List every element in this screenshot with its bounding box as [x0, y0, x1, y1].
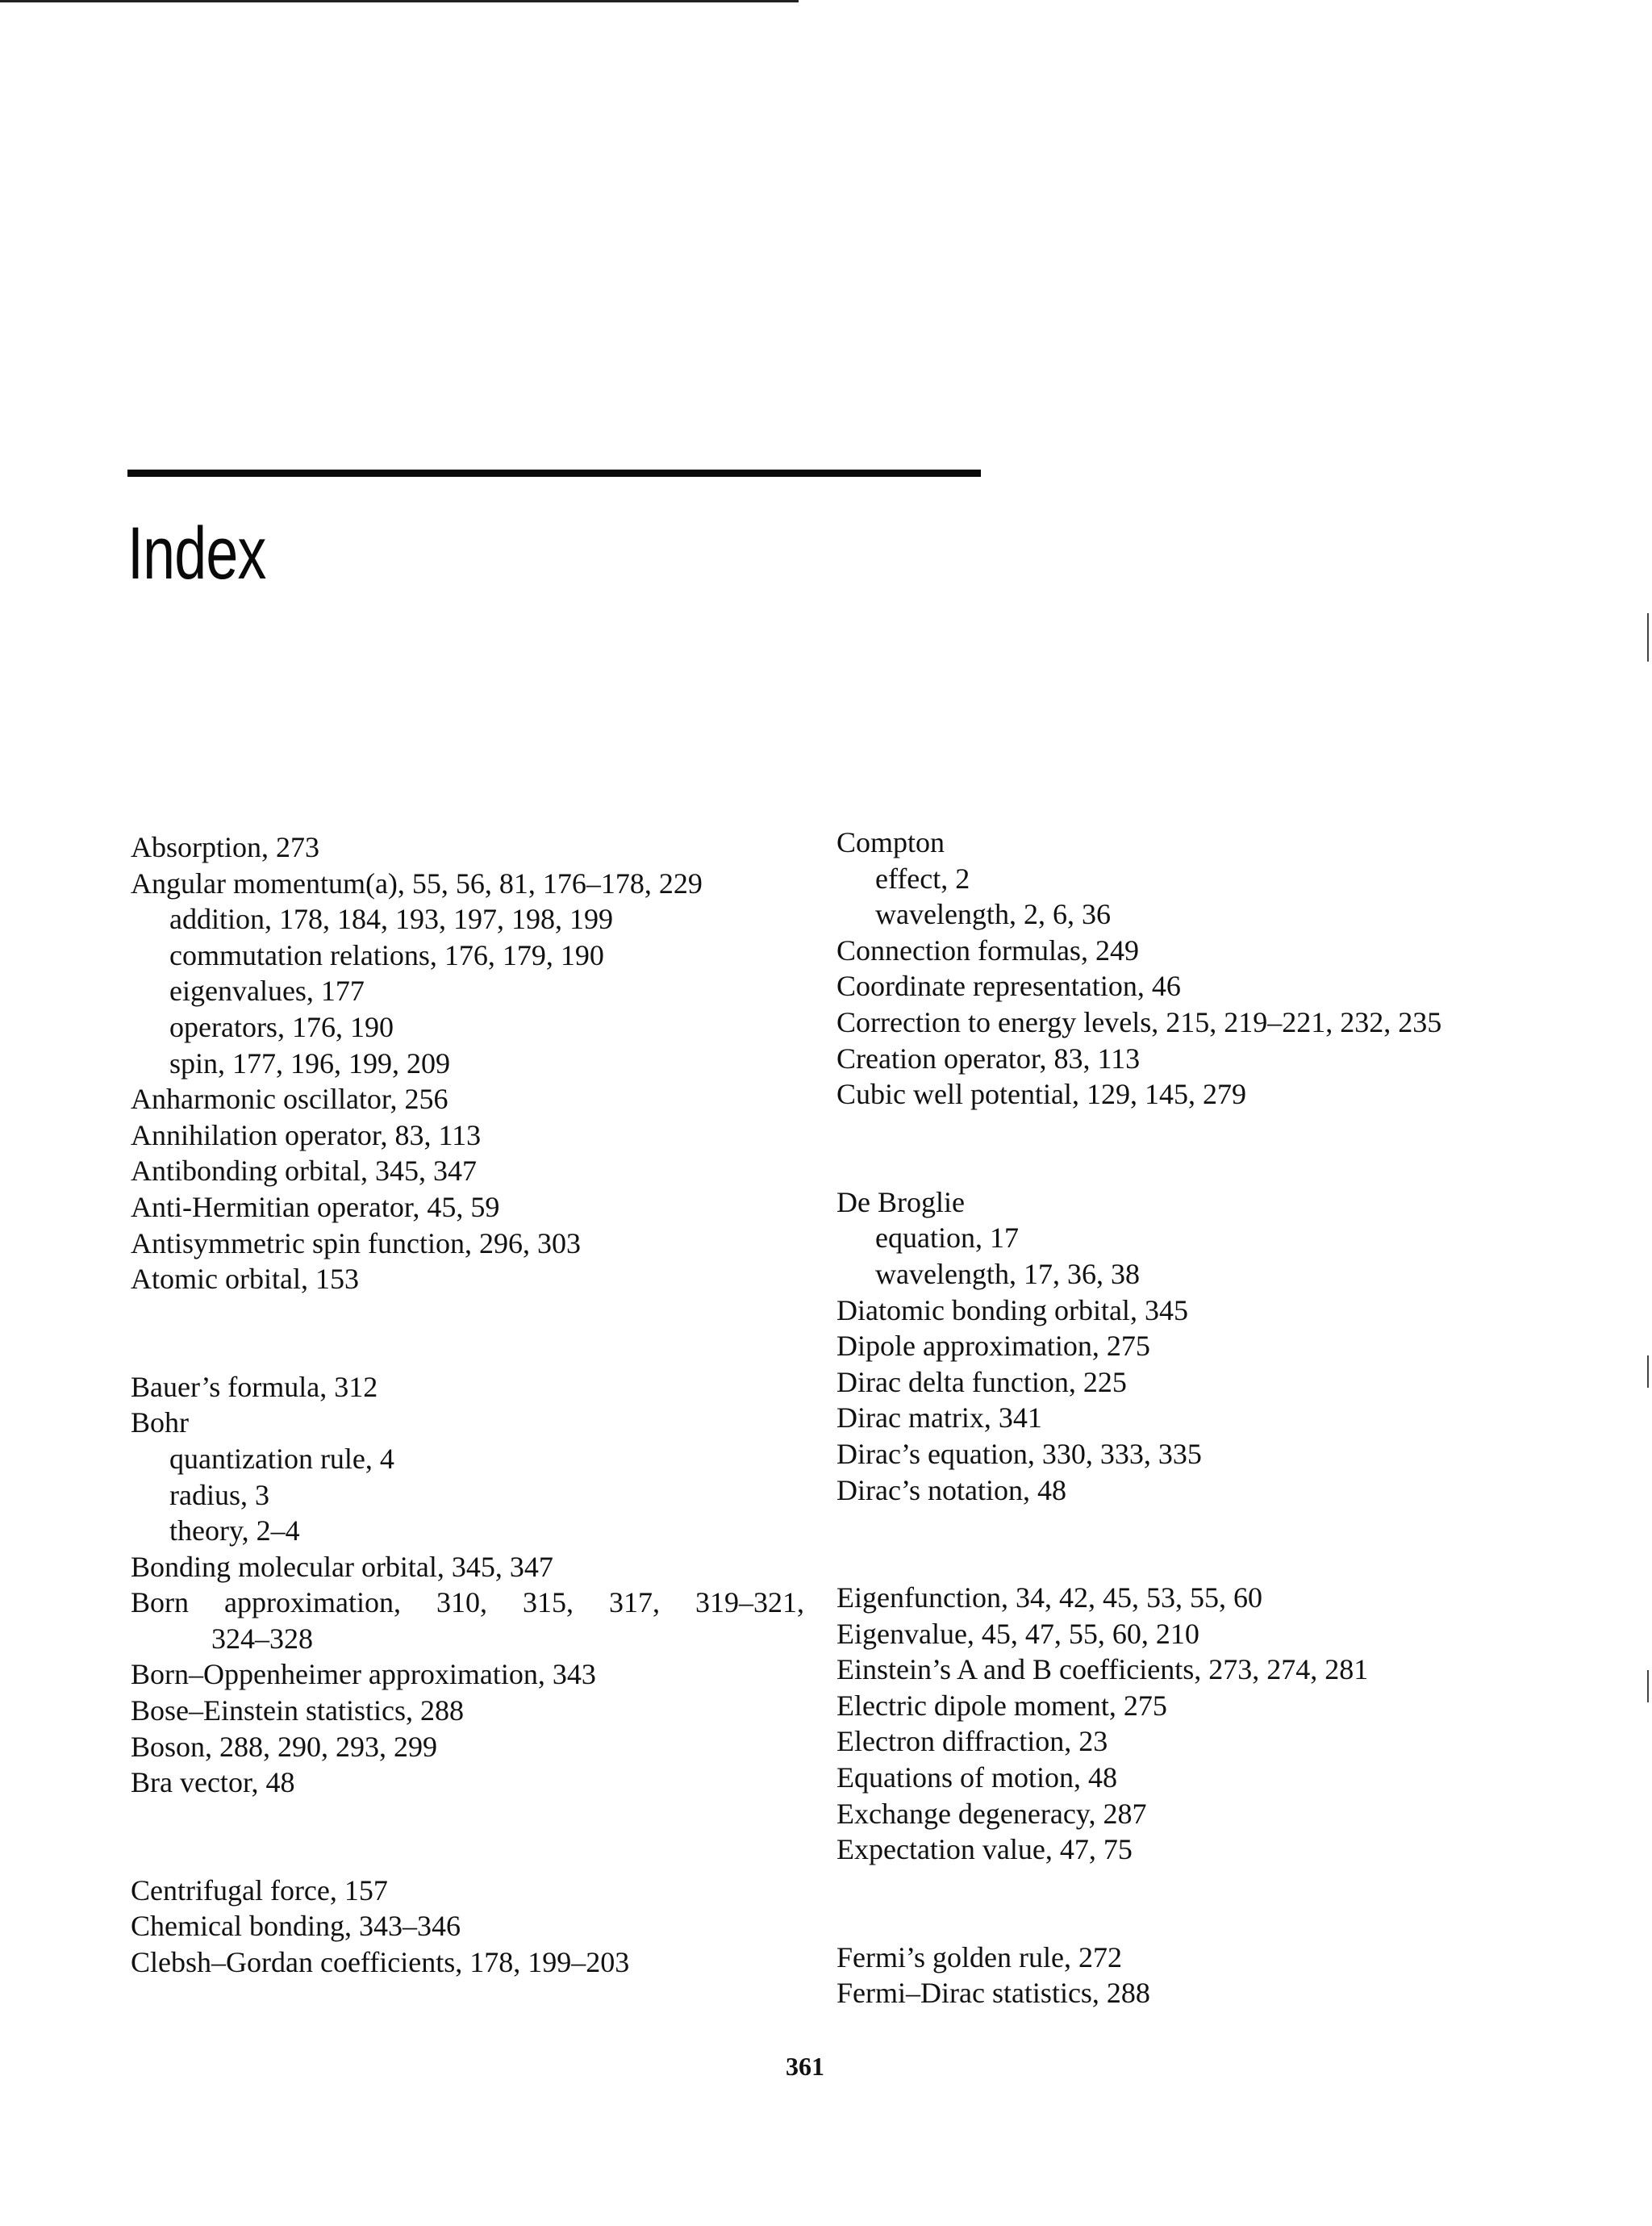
index-subentry: theory, 2–4 — [169, 1514, 300, 1547]
index-entry: Born–Oppenheimer approximation, 343 — [131, 1658, 596, 1691]
index-subentry: spin, 177, 196, 199, 209 — [169, 1046, 451, 1080]
index-entry: Expectation value, 47, 75 — [836, 1833, 1133, 1866]
index-entry: Antisymmetric spin function, 296, 303 — [131, 1226, 581, 1259]
index-entry: Bra vector, 48 — [131, 1766, 295, 1799]
index-subentry: commutation relations, 176, 179, 190 — [169, 938, 604, 971]
page-title: Index — [127, 512, 266, 595]
index-subentry: quantization rule, 4 — [169, 1442, 394, 1475]
scan-edge-mark — [1647, 1670, 1649, 1702]
index-entry: Creation operator, 83, 113 — [836, 1042, 1141, 1075]
index-entry: Cubic well potential, 129, 145, 279 — [836, 1078, 1246, 1111]
index-entry: Annihilation operator, 83, 113 — [131, 1118, 482, 1151]
index-subentry: wavelength, 17, 36, 38 — [875, 1257, 1140, 1290]
index-entry: Bose–Einstein statistics, 288 — [131, 1694, 464, 1727]
scan-edge-mark — [1647, 613, 1649, 662]
index-subentry: equation, 17 — [875, 1222, 1019, 1255]
index-entry: Dirac’s notation, 48 — [836, 1473, 1066, 1506]
index-subentry: operators, 176, 190 — [169, 1010, 394, 1043]
letter-group-gap — [836, 1113, 1611, 1184]
index-entry: Coordinate representation, 46 — [836, 970, 1181, 1003]
scan-edge-mark — [1647, 1355, 1649, 1388]
index-subentry: wavelength, 2, 6, 36 — [875, 898, 1111, 931]
index-entry: Antibonding orbital, 345, 347 — [131, 1155, 477, 1188]
index-entry: Dirac’s equation, 330, 333, 335 — [836, 1437, 1202, 1470]
letter-group-gap — [131, 1801, 816, 1873]
index-entry: Fermi–Dirac statistics, 288 — [836, 1977, 1150, 2010]
letter-group-gap — [836, 1868, 1611, 1940]
letter-group-gap — [131, 1297, 816, 1369]
index-subentry: eigenvalues, 177 — [169, 975, 365, 1008]
index-entry: Absorption, 273 — [131, 831, 319, 863]
index-entry: Bauer’s formula, 312 — [131, 1370, 378, 1403]
index-subentry: addition, 178, 184, 193, 197, 198, 199 — [169, 903, 613, 936]
page-number — [0, 2052, 1652, 2082]
index-entry: Eigenfunction, 34, 42, 45, 53, 55, 60 — [836, 1581, 1262, 1614]
index-entry: Fermi’s golden rule, 272 — [836, 1940, 1122, 1973]
index-entry: Bohr — [131, 1406, 189, 1439]
index-column-right — [836, 825, 1611, 2011]
index-entry: Atomic orbital, 153 — [131, 1263, 359, 1296]
index-entry: Anharmonic oscillator, 256 — [131, 1083, 448, 1116]
index-entry: Exchange degeneracy, 287 — [836, 1797, 1147, 1830]
index-entry: Einstein’s A and B coefficients, 273, 274, 281 — [836, 1653, 1369, 1686]
index-entry: Anti-Hermitian operator, 45, 59 — [131, 1190, 500, 1223]
index-entry: Angular momentum(a), 55, 56, 81, 176–178, 229 — [131, 867, 703, 900]
index-entry: Clebsh–Gordan coefficients, 178, 199–203 — [131, 1946, 630, 1979]
index-entry: Boson, 288, 290, 293, 299 — [131, 1730, 438, 1763]
index-entry: Equations of motion, 48 — [836, 1761, 1117, 1794]
page-number-text: 361 — [786, 2052, 824, 2081]
index-entry: De Broglie — [836, 1185, 965, 1218]
index-entry: Dipole approximation, 275 — [836, 1330, 1150, 1363]
letter-group-gap — [836, 1508, 1611, 1580]
index-entry: Chemical bonding, 343–346 — [131, 1910, 461, 1943]
index-entry: Compton — [836, 826, 945, 858]
index-entry-continuation: 324–328 — [211, 1622, 313, 1655]
index-entry: Electron diffraction, 23 — [836, 1725, 1108, 1758]
index-entry: Born approximation, 310, 315, 317, 319–321, — [131, 1586, 804, 1619]
title-rule — [127, 470, 981, 477]
index-subentry: effect, 2 — [875, 862, 970, 895]
index-entry: Centrifugal force, 157 — [131, 1873, 388, 1907]
index-entry: Electric dipole moment, 275 — [836, 1689, 1167, 1722]
index-entry: Connection formulas, 249 — [836, 933, 1139, 967]
index-entry: Correction to energy levels, 215, 219–221, 232, 235 — [836, 1005, 1442, 1038]
index-entry: Eigenvalue, 45, 47, 55, 60, 210 — [836, 1617, 1199, 1650]
index-subentry: radius, 3 — [169, 1478, 269, 1511]
index-entry: Bonding molecular orbital, 345, 347 — [131, 1550, 553, 1583]
page-top-edge — [0, 0, 799, 2]
index-column-left — [131, 829, 816, 1981]
index-entry: Dirac matrix, 341 — [836, 1401, 1042, 1435]
index-entry: Diatomic bonding orbital, 345 — [836, 1293, 1188, 1326]
index-entry: Dirac delta function, 225 — [836, 1365, 1127, 1398]
